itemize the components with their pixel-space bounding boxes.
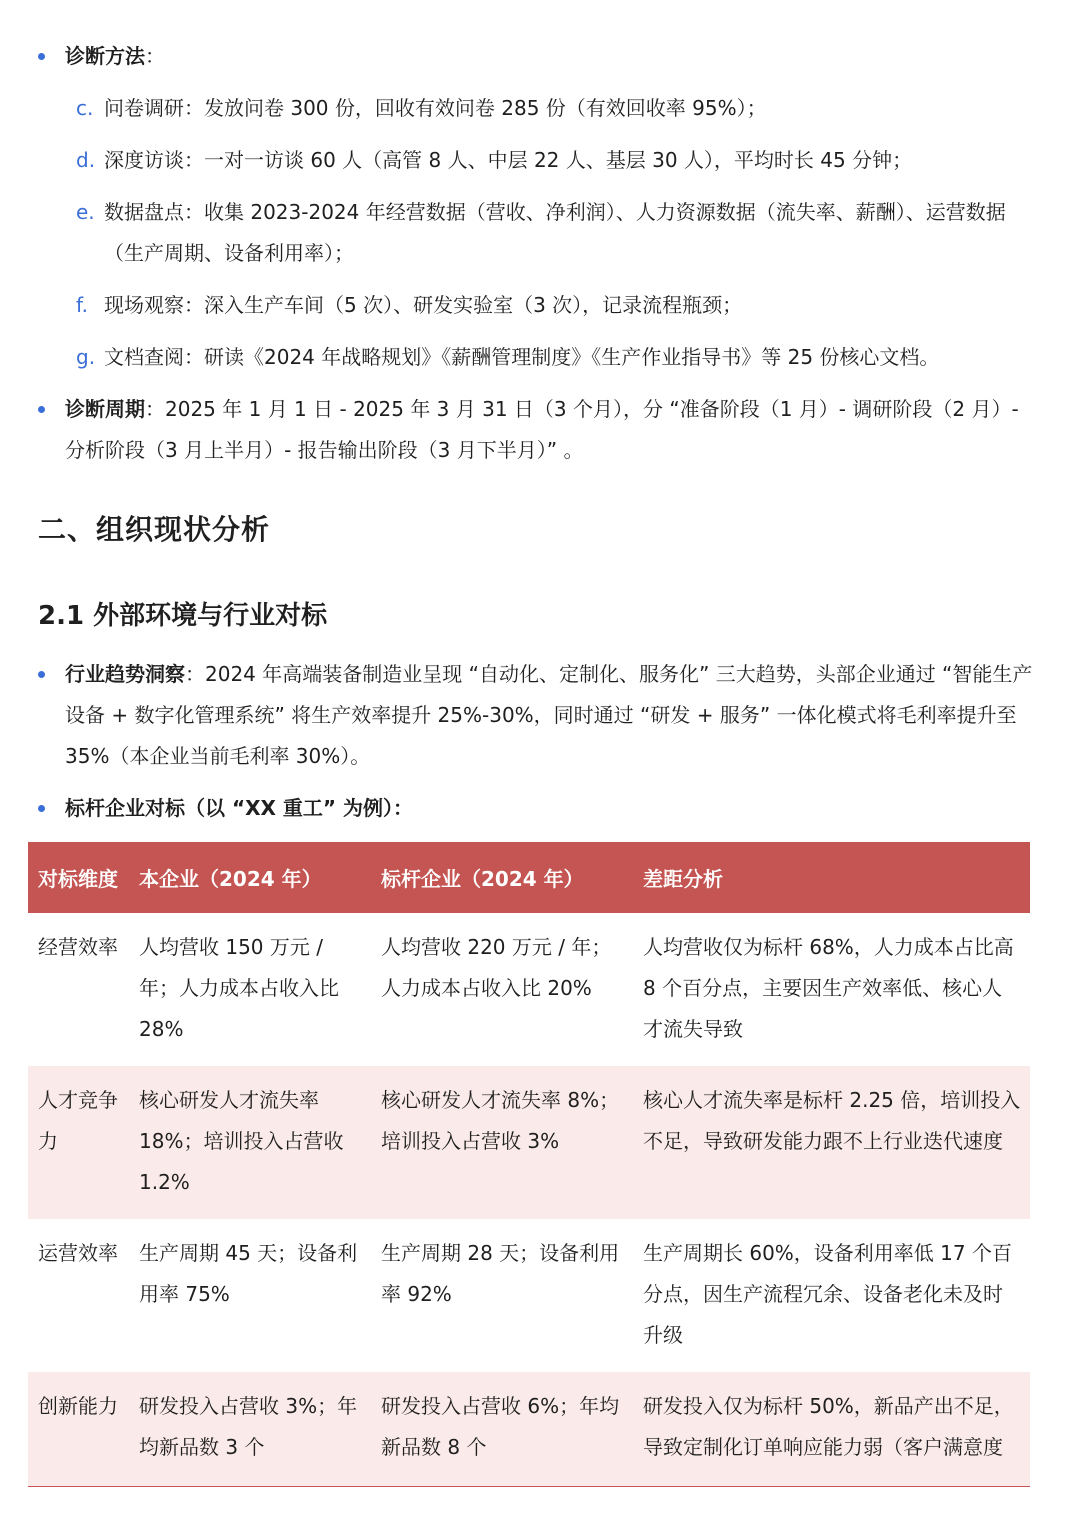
list-letter: e. xyxy=(76,200,95,224)
method-item xyxy=(76,285,1026,326)
bullet-industry-trend xyxy=(38,654,1038,777)
table-cell: 人才竞争力 xyxy=(38,1088,118,1153)
list-letter: d. xyxy=(76,148,96,172)
bullet-diagnosis-period xyxy=(38,389,1038,471)
table-cell: 核心人才流失率是标杆 2.25 倍，培训投入不足，导致研发能力跟不上行业迭代速度 xyxy=(643,1088,1021,1153)
table-cell: 创新能力 xyxy=(38,1394,118,1418)
table-cell: 生产周期 45 天；设备利用率 75% xyxy=(139,1241,358,1306)
method-item xyxy=(76,140,1026,181)
period-label: 诊断周期 xyxy=(65,397,145,421)
table-row xyxy=(28,1066,1030,1219)
method-item-text: 问卷调研：发放问卷 300 份，回收有效问卷 285 份（有效回收率 95%）； xyxy=(104,96,767,120)
method-item xyxy=(76,192,1026,274)
list-letter: c. xyxy=(76,96,94,120)
method-item-text: 深度访谈：一对一访谈 60 人（高管 8 人、中层 22 人、基层 30 人），平均时长 45 分钟； xyxy=(104,148,913,172)
table-row xyxy=(28,913,1030,1066)
header-cell: 本企业（2024 年） xyxy=(139,867,322,891)
bullet-benchmark xyxy=(38,788,1038,829)
table-row xyxy=(28,1219,1030,1372)
list-letter: g. xyxy=(76,345,96,369)
bullet-icon xyxy=(38,805,45,812)
method-item xyxy=(76,337,1026,378)
table-cell: 核心研发人才流失率 8%；培训投入占营收 3% xyxy=(381,1088,620,1153)
table-cell: 生产周期长 60%，设备利用率低 17 个百分点，因生产流程冗余、设备老化未及时升级 xyxy=(643,1241,1012,1347)
trend-label: 行业趋势洞察 xyxy=(65,662,185,686)
table-row xyxy=(28,1372,1030,1486)
subsection-title: 2.1 外部环境与行业对标 xyxy=(38,601,328,631)
table-header xyxy=(28,842,1030,913)
method-label: 诊断方法 xyxy=(65,44,145,68)
table-cell: 研发投入仅为标杆 50%，新品产出不足，导致定制化订单响应能力弱（客户满意度 xyxy=(643,1394,1014,1459)
method-item xyxy=(76,88,1026,129)
table-cell: 运营效率 xyxy=(38,1241,118,1265)
list-letter: f. xyxy=(76,293,88,317)
table-cell: 研发投入占营收 6%；年均新品数 8 个 xyxy=(381,1394,620,1459)
bullet-icon xyxy=(38,406,45,413)
benchmark-table xyxy=(28,842,1030,1487)
header-cell: 差距分析 xyxy=(643,867,723,891)
table-cell: 人均营收 150 万元 / 年；人力成本占收入比 28% xyxy=(139,935,339,1041)
bullet-icon xyxy=(38,53,45,60)
method-colon: ： xyxy=(145,44,165,68)
bullet-diagnosis-method xyxy=(38,36,1038,77)
benchmark-colon: ： xyxy=(393,796,414,820)
benchmark-label: 标杆企业对标（以 “XX 重工” 为例） xyxy=(65,796,394,820)
method-item-text: 文档查阅：研读《2024 年战略规划》《薪酬管理制度》《生产作业指导书》等 25 份核心文档。 xyxy=(104,345,940,369)
method-item-text: 数据盘点：收集 2023-2024 年经营数据（营收、净利润）、人力资源数据（流失率、薪酬）、运营数据（生产周期、设备利用率）； xyxy=(104,200,1006,265)
header-cell: 对标维度 xyxy=(38,867,118,891)
method-item-text: 现场观察：深入生产车间（5 次）、研发实验室（3 次），记录流程瓶颈； xyxy=(104,293,743,317)
table-cell: 研发投入占营收 3%；年均新品数 3 个 xyxy=(139,1394,358,1459)
section-title: 二、组织现状分析 xyxy=(38,513,271,546)
table-cell: 生产周期 28 天；设备利用率 92% xyxy=(381,1241,620,1306)
table-cell: 经营效率 xyxy=(38,935,118,959)
header-cell: 标杆企业（2024 年） xyxy=(381,867,584,891)
period-text: ：2025 年 1 月 1 日 - 2025 年 3 月 31 日（3 个月），分 “准备阶段（1 月）- 调研阶段（2 月）- 分析阶段（3 月上半月）- 报告输出阶段（3 月下半月）” 。 xyxy=(65,397,1019,462)
trend-text: ：2024 年高端装备制造业呈现 “自动化、定制化、服务化” 三大趋势，头部企业通过 “智能生产设备 + 数字化管理系统” 将生产效率提升 25%-30%，同时通过 “研发 + 服务” 一体化模式将毛利率提升至 35%（本企业当前毛利率 30%）。 xyxy=(65,662,1033,768)
table-cell: 人均营收 220 万元 / 年；人力成本占收入比 20% xyxy=(381,935,612,1000)
table-cell: 人均营收仅为标杆 68%，人力成本占比高 8 个百分点，主要因生产效率低、核心人才流失导致 xyxy=(643,935,1014,1041)
bullet-icon xyxy=(38,671,45,678)
table-cell: 核心研发人才流失率 18%；培训投入占营收 1.2% xyxy=(139,1088,344,1194)
